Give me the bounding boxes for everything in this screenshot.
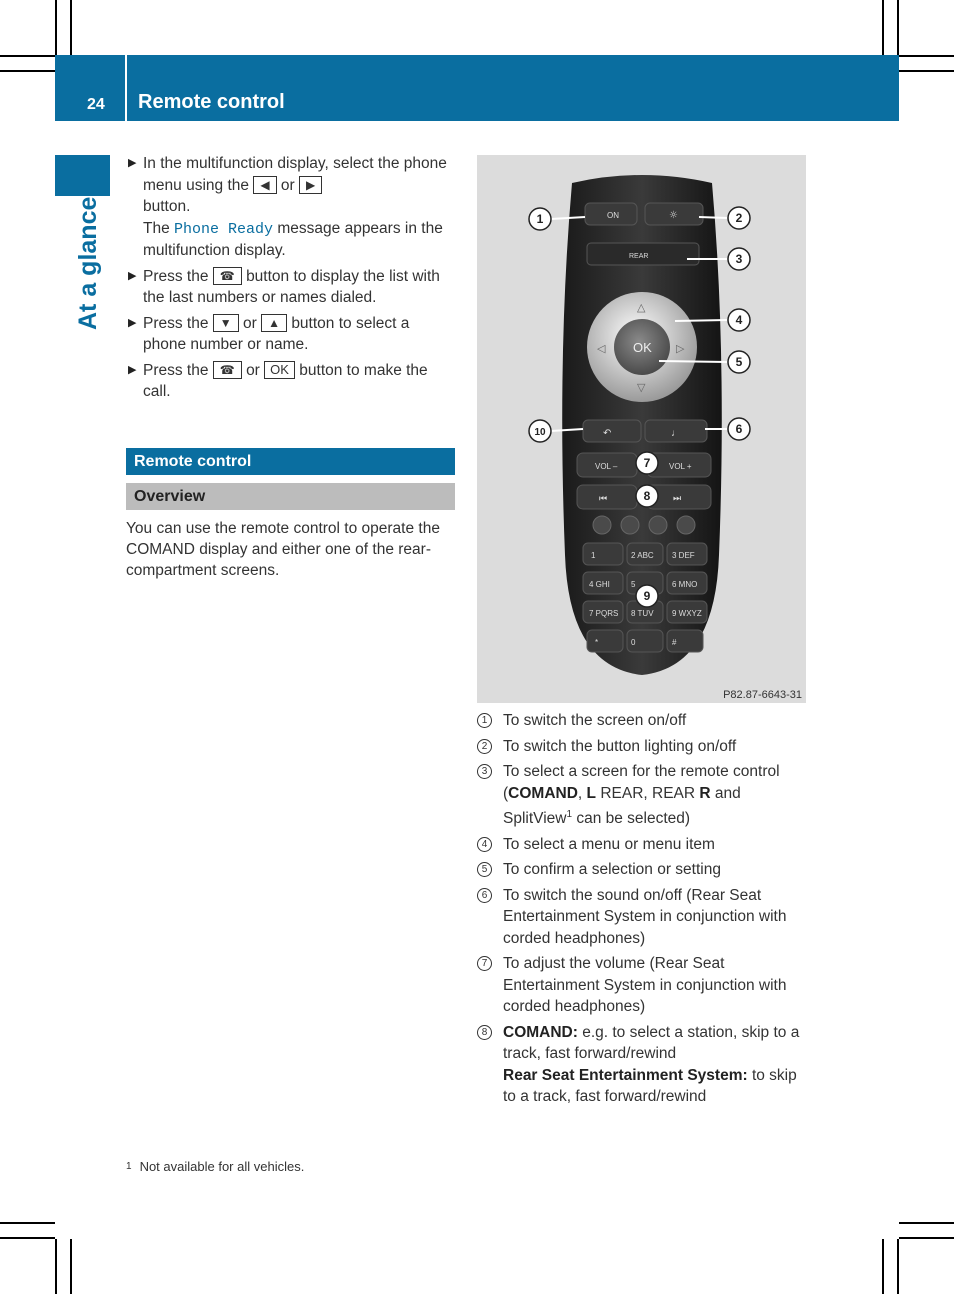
color-key: [649, 516, 667, 534]
crop-mark: [0, 70, 55, 72]
svg-text:3 DEF: 3 DEF: [672, 551, 695, 560]
footnote: 1 Not available for all vehicles.: [126, 1159, 305, 1174]
legend-item: 5 To confirm a selection or setting: [477, 859, 812, 881]
rear-selector-label: REAR: [629, 253, 649, 260]
step-4: ▶ Press the ☎ or OK button to make the call.: [128, 361, 428, 400]
svg-text:8 TUV: 8 TUV: [631, 609, 654, 618]
mute-key-icon: ♩: [671, 428, 681, 439]
color-key: [593, 516, 611, 534]
footnote-ref: 1: [566, 809, 573, 820]
svg-text:5: 5: [631, 580, 636, 589]
svg-text:8: 8: [643, 489, 651, 503]
ok-key-label: OK: [633, 340, 652, 355]
svg-text:3: 3: [735, 252, 743, 266]
svg-text:7 PQRS: 7 PQRS: [589, 609, 619, 618]
remote-control-figure: [477, 155, 806, 703]
crop-mark: [897, 1239, 899, 1294]
svg-text:2: 2: [735, 211, 743, 225]
light-key-icon: ☼: [669, 210, 678, 221]
svg-text:1: 1: [591, 551, 596, 560]
legend-item: 8 COMAND: e.g. to select a station, skip to a track, fast forward/rewind Rear Seat Entertainment System: to skip to a track, fast forward/rewind: [477, 1022, 812, 1108]
display-message: Phone Ready: [174, 220, 274, 238]
svg-text:6 MNO: 6 MNO: [672, 580, 698, 589]
svg-text:0: 0: [631, 638, 636, 647]
svg-text:2 ABC: 2 ABC: [631, 551, 654, 560]
left-arrow-button-icon: ◀: [253, 176, 276, 194]
step-arrow-icon: ▶: [128, 269, 137, 282]
crop-mark: [70, 1239, 72, 1294]
on-key-label: ON: [607, 211, 619, 220]
legend-item: 7 To adjust the volume (Rear Seat Entertainment System in conjunction with corded headphones): [477, 953, 812, 1018]
legend-item: 6 To switch the sound on/off (Rear Seat Entertainment System in conjunction with corded headphones): [477, 885, 812, 950]
crop-mark: [882, 1239, 884, 1294]
svg-text:7: 7: [643, 456, 651, 470]
svg-text:1: 1: [536, 212, 544, 226]
subsection-heading: Overview: [126, 483, 455, 510]
crop-mark: [899, 70, 954, 72]
step-arrow-icon: ▶: [128, 157, 137, 169]
step-2: ▶ Press the ☎ button to display the list with the last numbers or names dialed.: [128, 267, 440, 306]
svg-text:9 WXYZ: 9 WXYZ: [672, 609, 702, 618]
nav-left-icon: ◁: [597, 343, 606, 355]
step-arrow-icon: ▶: [128, 363, 137, 376]
crop-mark: [0, 55, 55, 57]
crop-mark: [0, 1237, 55, 1239]
color-key: [621, 516, 639, 534]
crop-mark: [882, 0, 884, 55]
header-title: Remote control: [138, 91, 285, 113]
section-heading: Remote control: [126, 448, 455, 475]
phone-button-icon: ☎: [213, 267, 242, 285]
callout-legend: [477, 710, 812, 1112]
crop-mark: [70, 0, 72, 55]
back-key: [583, 420, 641, 442]
step-1: ▶ In the multifunction display, select the phone menu using the ◀ or ▶ button. The Phone Ready message appears in the multifunction display.: [128, 155, 447, 259]
chapter-label: At a glance: [74, 196, 102, 330]
phone-button-icon: ☎: [213, 361, 242, 379]
legend-item: 2 To switch the button lighting on/off: [477, 736, 812, 758]
skip-forward-icon: ⏭: [673, 493, 682, 503]
svg-text:9: 9: [643, 589, 651, 603]
nav-right-icon: ▷: [676, 343, 685, 355]
ok-button-icon: OK: [264, 361, 295, 379]
nav-up-icon: △: [637, 302, 646, 314]
vol-plus-label: VOL +: [669, 462, 692, 471]
up-arrow-button-icon: ▲: [261, 314, 287, 332]
crop-mark: [899, 1222, 954, 1224]
step-3: ▶ Press the ▼ or ▲ button to select a phone number or name.: [128, 314, 410, 353]
skip-back-icon: ⏮: [599, 493, 608, 503]
crop-mark: [55, 0, 57, 55]
svg-text:4: 4: [735, 313, 743, 327]
crop-mark: [897, 0, 899, 55]
crop-mark: [0, 1222, 55, 1224]
back-key-icon: ↶: [603, 428, 612, 439]
remote-control-illustration: [477, 155, 806, 703]
step-arrow-icon: ▶: [128, 316, 137, 329]
svg-text:4 GHI: 4 GHI: [589, 580, 610, 589]
crop-mark: [899, 55, 954, 57]
overview-text: You can use the remote control to operate the COMAND display and either one of the rear-compartment screens.: [126, 520, 440, 579]
instruction-steps: [126, 153, 456, 407]
legend-item: 3 To select a screen for the remote control (COMAND, L REAR, REAR R and SplitView$^1$ can be selected): [477, 761, 812, 830]
svg-text:#: #: [672, 638, 677, 647]
svg-text:*: *: [595, 638, 599, 647]
crop-mark: [55, 1239, 57, 1294]
figure-caption: P82.87-6643-31: [723, 689, 802, 701]
svg-text:6: 6: [735, 422, 743, 436]
nav-down-icon: ▽: [637, 382, 646, 394]
crop-mark: [899, 1237, 954, 1239]
svg-text:10: 10: [534, 427, 546, 438]
down-arrow-button-icon: ▼: [213, 314, 239, 332]
legend-item: 4 To select a menu or menu item: [477, 834, 812, 856]
page-number: 24: [87, 96, 105, 113]
legend-item: 1 To switch the screen on/off: [477, 710, 812, 732]
side-tab: [55, 155, 110, 196]
header-divider: [125, 55, 127, 121]
svg-text:5: 5: [735, 355, 743, 369]
right-arrow-button-icon: ▶: [299, 176, 322, 194]
vol-minus-label: VOL –: [595, 462, 618, 471]
color-key: [677, 516, 695, 534]
